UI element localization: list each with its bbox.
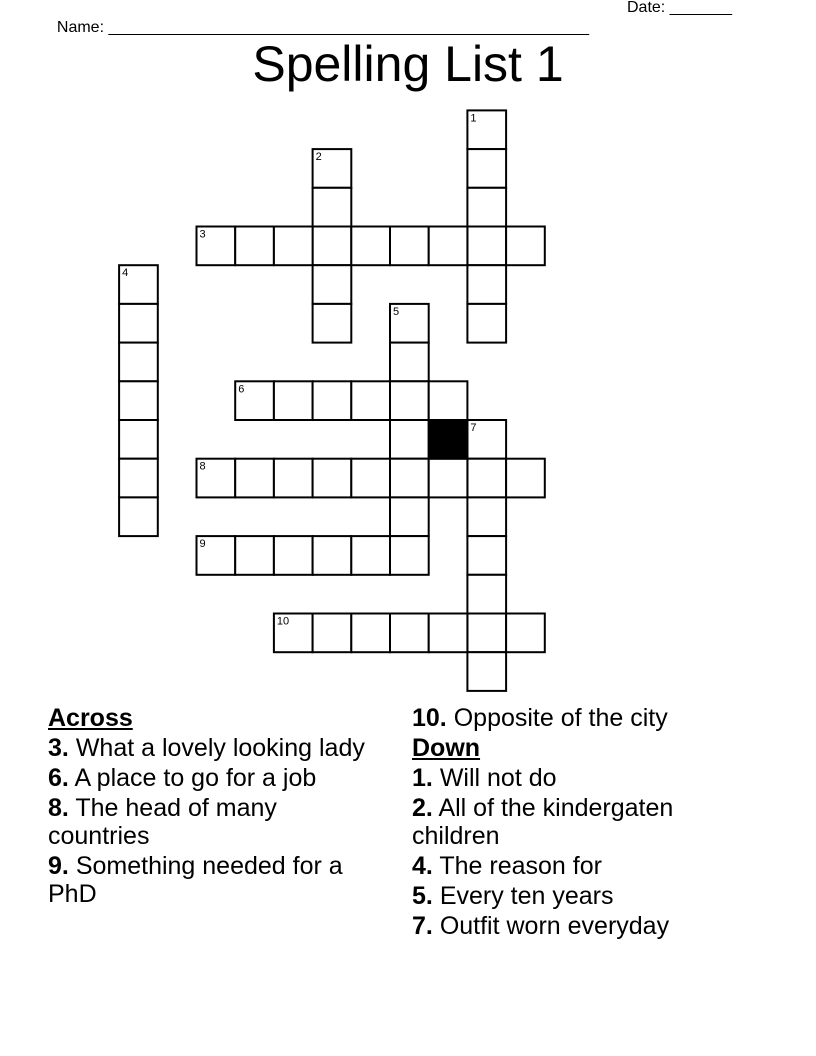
grid-cell[interactable] xyxy=(467,652,506,691)
clue-number: 1. xyxy=(412,764,433,792)
clue-text: What a lovely looking lady xyxy=(75,734,365,762)
grid-cell[interactable] xyxy=(429,227,468,266)
clue-number: 10. xyxy=(412,704,447,732)
grid-cell[interactable] xyxy=(467,614,506,653)
name-field-label[interactable]: Name: ______________________________________________________ xyxy=(56,19,589,36)
grid-cell[interactable] xyxy=(390,381,429,420)
grid-cell[interactable] xyxy=(351,614,390,653)
down-heading: Down xyxy=(412,734,481,762)
clue-number: 5. xyxy=(412,882,433,910)
grid-cell[interactable] xyxy=(197,536,236,575)
grid-cell[interactable] xyxy=(119,381,158,420)
grid-cell[interactable] xyxy=(313,614,352,653)
grid-cell[interactable] xyxy=(274,536,313,575)
clue-text: The head of many countries xyxy=(48,794,277,850)
grid-cell[interactable] xyxy=(235,459,274,498)
clue-across-10 xyxy=(412,704,742,732)
grid-cell[interactable] xyxy=(390,304,429,343)
grid-cell[interactable] xyxy=(313,188,352,227)
clue-down-2 xyxy=(412,794,742,850)
grid-cell[interactable] xyxy=(197,459,236,498)
black-cell xyxy=(429,420,468,459)
grid-cell[interactable] xyxy=(235,381,274,420)
grid-cell[interactable] xyxy=(467,110,506,149)
grid-cell[interactable] xyxy=(390,420,429,459)
clue-number: 6. xyxy=(48,764,69,792)
clue-text: A place to go for a job xyxy=(74,764,317,792)
grid-cell[interactable] xyxy=(119,343,158,382)
clue-text: Every ten years xyxy=(439,882,614,910)
clue-text: Something needed for a PhD xyxy=(48,852,343,908)
grid-cell[interactable] xyxy=(351,536,390,575)
clue-text: All of the kindergaten children xyxy=(412,794,674,850)
cell-number-label: 2 xyxy=(315,151,322,164)
cell-number-label: 5 xyxy=(393,305,400,318)
grid-cell[interactable] xyxy=(467,497,506,536)
grid-cell[interactable] xyxy=(467,536,506,575)
grid-cell[interactable] xyxy=(390,497,429,536)
grid-cell[interactable] xyxy=(467,149,506,188)
page-title: Spelling List 1 xyxy=(252,36,564,92)
grid-cell[interactable] xyxy=(390,536,429,575)
grid-cell[interactable] xyxy=(119,420,158,459)
grid-cell[interactable] xyxy=(429,459,468,498)
clues-column-right xyxy=(412,704,742,942)
cell-number-label: 10 xyxy=(276,615,290,628)
header-line xyxy=(48,0,748,36)
grid-cell[interactable] xyxy=(390,227,429,266)
grid-cell[interactable] xyxy=(390,459,429,498)
grid-cell[interactable] xyxy=(313,304,352,343)
cell-number-label: 6 xyxy=(238,383,245,396)
grid-cell[interactable] xyxy=(235,536,274,575)
clue-number: 8. xyxy=(48,794,69,822)
grid-cell[interactable] xyxy=(274,227,313,266)
grid-cell[interactable] xyxy=(467,227,506,266)
grid-cell[interactable] xyxy=(119,304,158,343)
clue-across-6 xyxy=(48,764,378,792)
grid-cell[interactable] xyxy=(313,459,352,498)
cell-number-label: 4 xyxy=(122,267,129,280)
clue-down-5 xyxy=(412,882,742,910)
grid-cell[interactable] xyxy=(313,265,352,304)
grid-cell[interactable] xyxy=(467,575,506,614)
clue-text: Opposite of the city xyxy=(453,704,668,732)
grid-cell[interactable] xyxy=(506,227,545,266)
grid-cell[interactable] xyxy=(506,614,545,653)
grid-cell[interactable] xyxy=(274,459,313,498)
cell-number-label: 9 xyxy=(199,538,206,551)
grid-cell[interactable] xyxy=(429,381,468,420)
cell-number-label: 7 xyxy=(470,422,477,434)
clue-text: The reason for xyxy=(439,852,602,880)
cell-number-label: 1 xyxy=(470,112,477,125)
across-heading: Across xyxy=(48,704,133,732)
clue-down-4 xyxy=(412,852,742,880)
grid-cell[interactable] xyxy=(313,536,352,575)
clue-text: Outfit worn everyday xyxy=(439,912,670,940)
grid-cell[interactable] xyxy=(313,381,352,420)
grid-cell[interactable] xyxy=(313,227,352,266)
grid-cell[interactable] xyxy=(467,265,506,304)
clue-text: Will not do xyxy=(439,764,557,792)
grid-cell[interactable] xyxy=(467,188,506,227)
clue-number: 3. xyxy=(48,734,69,762)
cell-number-label: 8 xyxy=(199,460,206,473)
grid-cell[interactable] xyxy=(351,381,390,420)
cell-number-label: 3 xyxy=(199,228,206,241)
grid-cell[interactable] xyxy=(506,459,545,498)
grid-cell[interactable] xyxy=(119,497,158,536)
grid-cell[interactable] xyxy=(429,614,468,653)
clue-across-3 xyxy=(48,734,378,762)
date-field-label[interactable]: Date: _______ xyxy=(627,0,732,16)
clue-number: 9. xyxy=(48,852,69,880)
grid-cell[interactable] xyxy=(467,304,506,343)
grid-cell[interactable] xyxy=(197,227,236,266)
grid-cell[interactable] xyxy=(351,459,390,498)
clue-across-8 xyxy=(48,794,378,850)
clue-number: 4. xyxy=(412,852,433,880)
clue-down-1 xyxy=(412,764,742,792)
grid-cell[interactable] xyxy=(235,227,274,266)
grid-cell[interactable] xyxy=(351,227,390,266)
grid-cell[interactable] xyxy=(274,614,313,653)
clue-number: 7. xyxy=(412,912,433,940)
grid-cell[interactable] xyxy=(313,149,352,188)
grid-cell[interactable] xyxy=(390,343,429,382)
clue-number: 2. xyxy=(412,794,433,822)
grid-cell[interactable] xyxy=(119,265,158,304)
clue-down-7 xyxy=(412,912,742,940)
clue-across-9 xyxy=(48,852,378,908)
grid-cell[interactable] xyxy=(467,459,506,498)
grid-cell[interactable] xyxy=(274,381,313,420)
grid-cell[interactable] xyxy=(467,420,506,459)
grid-cell[interactable] xyxy=(119,459,158,498)
grid-cell[interactable] xyxy=(390,614,429,653)
clues-column-left xyxy=(48,704,378,910)
